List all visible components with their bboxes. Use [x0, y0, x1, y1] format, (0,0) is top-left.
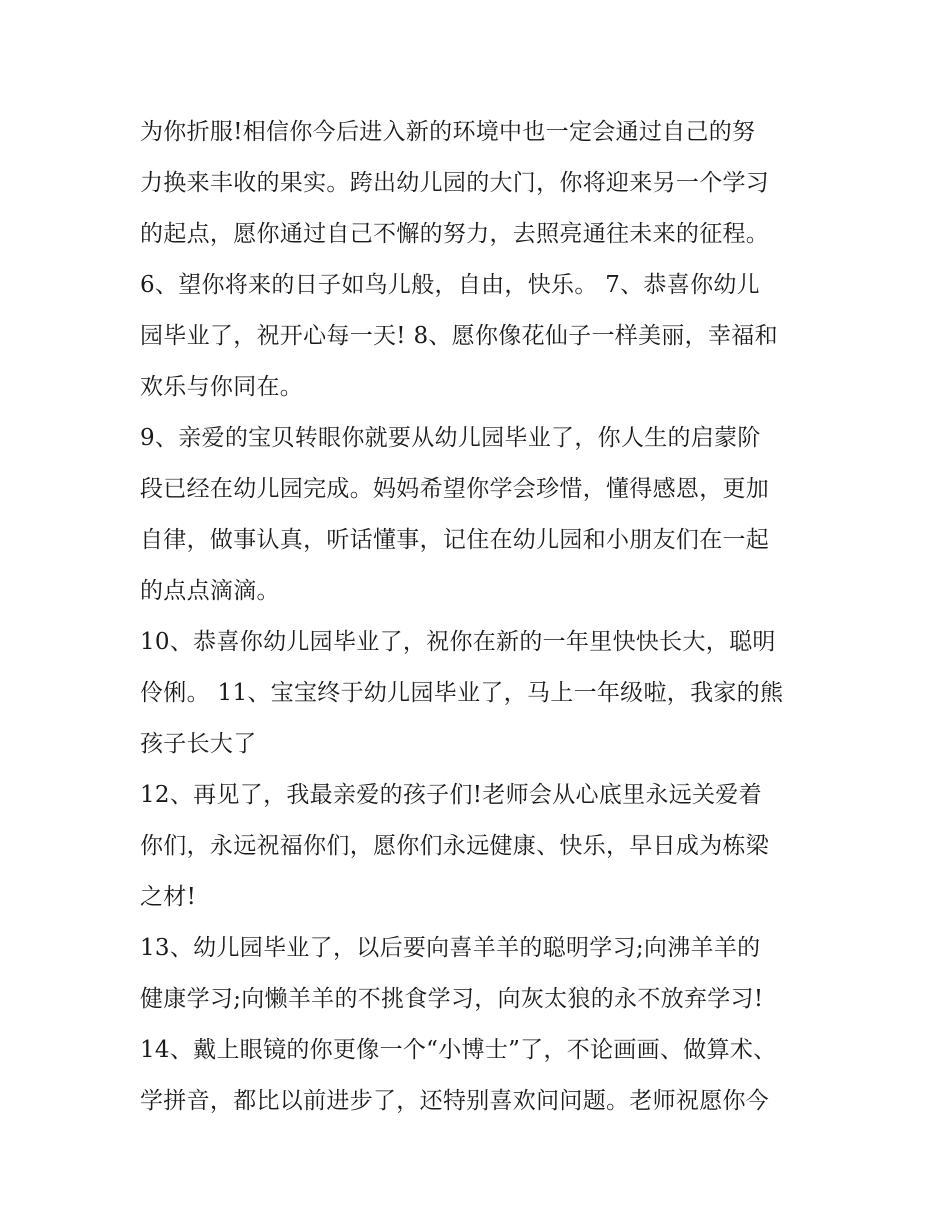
text-line: 为你折服!相信你今后进入新的环境中也一定会通过自己的努	[140, 119, 756, 145]
text-line: 9、亲爱的宝贝转眼你就要从幼儿园毕业了，你人生的启蒙阶	[140, 425, 761, 451]
text-line: 伶俐。 11、宝宝终于幼儿园毕业了，马上一年级啦，我家的熊	[140, 680, 784, 706]
text-line: 学拼音，都比以前进步了，还特别喜欢问问题。老师祝愿你今	[140, 1088, 770, 1114]
text-line: 段已经在幼儿园完成。妈妈希望你学会珍惜，懂得感恩，更加	[140, 476, 770, 502]
text-line: 之材!	[140, 884, 197, 910]
text-line: 的起点，愿你通过自己不懈的努力，去照亮通往未来的征程。	[140, 221, 770, 247]
text-line: 12、再见了，我最亲爱的孩子们!老师会从心底里永远关爱着	[140, 782, 762, 808]
text-line: 力换来丰收的果实。跨出幼儿园的大门，你将迎来另一个学习	[140, 170, 770, 196]
text-line: 10、恭喜你幼儿园毕业了，祝你在新的一年里快快长大，聪明	[140, 629, 776, 655]
text-line: 健康学习;向懒羊羊的不挑食学习，向灰太狼的永不放弃学习!	[140, 986, 764, 1012]
text-line: 园毕业了，祝开心每一天! 8、愿你像花仙子一样美丽，幸福和	[140, 323, 778, 349]
text-line: 14、戴上眼镜的你更像一个“小博士”了，不论画画、做算术、	[140, 1037, 777, 1063]
text-line: 孩子长大了	[140, 731, 257, 757]
text-line: 的点点滴滴。	[140, 578, 280, 604]
text-line: 你们，永远祝福你们，愿你们永远健康、快乐，早日成为栋梁	[140, 833, 770, 859]
text-line: 自律，做事认真，听话懂事，记住在幼儿园和小朋友们在一起	[140, 527, 770, 553]
document-body	[140, 107, 820, 1127]
text-line: 欢乐与你同在。	[140, 374, 304, 400]
text-line: 6、望你将来的日子如鸟儿般，自由，快乐。 7、恭喜你幼儿	[140, 272, 760, 298]
text-line: 13、幼儿园毕业了，以后要向喜羊羊的聪明学习;向沸羊羊的	[140, 935, 761, 961]
